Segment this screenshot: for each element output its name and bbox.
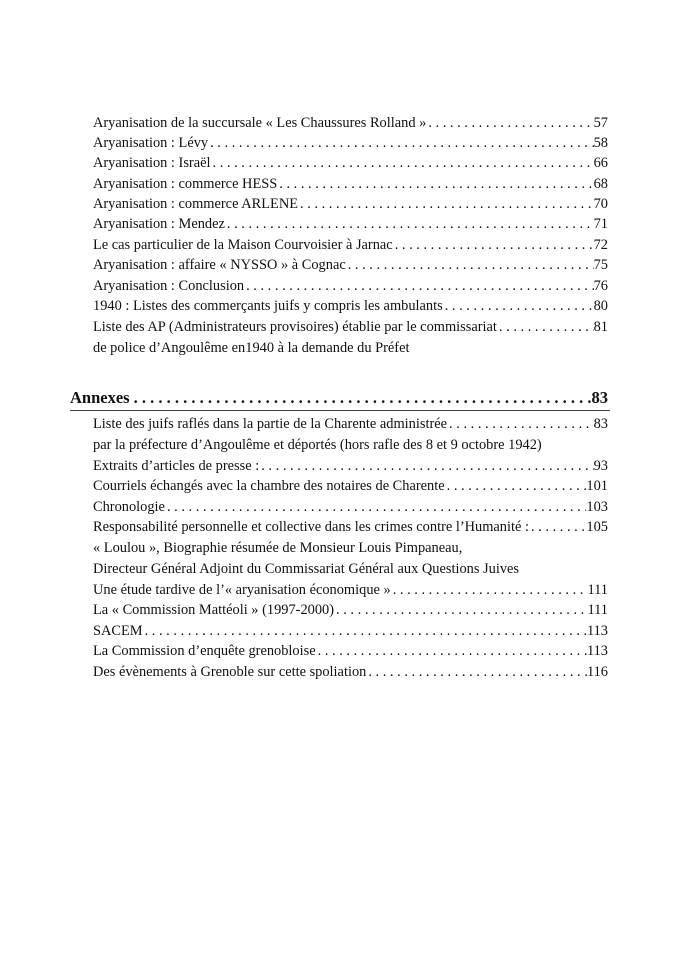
toc-entry-title: Directeur Général Adjoint du Commissariat Général aux Questions Juives — [93, 561, 520, 577]
toc-entry-page: 103 — [586, 499, 608, 515]
toc-entry-title: Aryanisation : Lévy — [93, 135, 209, 151]
toc-entry-title: de police d’Angoulême en1940 à la demande du Préfet — [93, 340, 410, 356]
leader-dots — [391, 580, 588, 600]
toc-entry-page: 116 — [586, 664, 608, 680]
toc-entry-page: 101 — [586, 478, 608, 494]
toc-entry-title: Courriels échangés avec la chambre des notaires de Charente — [93, 478, 445, 494]
toc-entry — [93, 621, 608, 641]
leader-dots — [143, 621, 587, 641]
toc-entry — [93, 641, 608, 661]
toc-entry-title: Une étude tardive de l’« aryanisation économique » — [93, 582, 391, 598]
toc-entry — [93, 456, 608, 476]
toc-entry — [93, 414, 608, 434]
toc-entry-title: Le cas particulier de la Maison Courvoisier à Jarnac — [93, 237, 393, 253]
toc-entry — [93, 296, 608, 316]
toc-entry-page: 76 — [593, 278, 608, 294]
toc-entry-page: 83 — [593, 416, 608, 432]
leader-dots — [298, 194, 594, 214]
toc-entry-title: Aryanisation : Conclusion — [93, 278, 245, 294]
leader-dots — [497, 317, 594, 337]
leader-dots — [393, 235, 594, 255]
leader-dots — [366, 662, 587, 682]
toc-entry-title: Aryanisation : Mendez — [93, 216, 225, 232]
toc-entry — [93, 317, 608, 337]
leader-dots — [334, 600, 587, 620]
toc-entry-page: 75 — [593, 257, 608, 273]
toc-entry-page: 105 — [586, 519, 608, 535]
toc-entry-continuation — [93, 538, 608, 558]
toc-entry — [93, 255, 608, 275]
toc-entry-title: La Commission d’enquête grenobloise — [93, 643, 316, 659]
toc-entry-continuation — [93, 559, 608, 579]
toc-entry-title: SACEM — [93, 623, 143, 639]
section-title: Annexes — [70, 388, 130, 407]
toc-entry-page: 68 — [593, 176, 608, 192]
toc-entry-page: 72 — [593, 237, 608, 253]
toc-entry-title: « Loulou », Biographie résumée de Monsieur Louis Pimpaneau, — [93, 540, 463, 556]
toc-entry-page: 80 — [593, 298, 608, 314]
toc-entry — [93, 517, 608, 537]
toc-entry — [93, 662, 608, 682]
toc-entry-page: 57 — [593, 115, 608, 131]
toc-entry — [93, 153, 608, 173]
leader-dots — [316, 641, 587, 661]
toc-entry-continuation — [93, 338, 608, 358]
toc-entry — [93, 113, 608, 133]
leader-dots — [208, 133, 594, 153]
toc-entry-page: 113 — [586, 643, 608, 659]
toc-entry-page: 81 — [593, 319, 608, 335]
toc-entry-title: Chronologie — [93, 499, 165, 515]
toc-entry-page: 58 — [593, 135, 608, 151]
toc-entry-title: Responsabilité personnelle et collective dans les crimes contre l’Humanité : — [93, 519, 529, 535]
leader-dots — [259, 456, 593, 476]
leader-dots — [426, 113, 593, 133]
toc-entry-title: Liste des juifs raflés dans la partie de la Charente administrée — [93, 416, 448, 432]
toc-entry-page: 111 — [587, 602, 608, 618]
leader-dots — [130, 387, 592, 409]
toc-entry — [93, 276, 608, 296]
toc-entry-title: Aryanisation : Israël — [93, 155, 211, 171]
toc-entry-title: Aryanisation : commerce HESS — [93, 176, 278, 192]
toc-entry-page: 66 — [593, 155, 608, 171]
toc-entry-page: 70 — [593, 196, 608, 212]
toc-entry — [93, 214, 608, 234]
toc-entry-title: Des évènements à Grenoble sur cette spoliation — [93, 664, 367, 680]
leader-dots — [447, 414, 594, 434]
leader-dots — [529, 517, 586, 537]
toc-entry — [93, 235, 608, 255]
toc-entry-title: Aryanisation de la succursale « Les Chaussures Rolland » — [93, 115, 427, 131]
toc-entry-page: 113 — [586, 623, 608, 639]
toc-entry-page: 93 — [593, 458, 608, 474]
toc-entry-title: 1940 : Listes des commerçants juifs y compris les ambulants — [93, 298, 443, 314]
leader-dots — [445, 476, 587, 496]
leader-dots — [244, 276, 594, 296]
toc-entry-continuation — [93, 435, 608, 455]
leader-dots — [277, 174, 593, 194]
toc-entry-title: Extraits d’articles de presse : — [93, 458, 260, 474]
leader-dots — [225, 214, 594, 234]
leader-dots — [443, 296, 594, 316]
toc-entry-title: Aryanisation : commerce ARLENE — [93, 196, 299, 212]
leader-dots — [346, 255, 594, 275]
toc-entry-page: 71 — [593, 216, 608, 232]
toc-entry — [93, 476, 608, 496]
section-heading-annexes — [70, 387, 608, 409]
toc-entry-title: par la préfecture d’Angoulême et déportés (hors rafle des 8 et 9 octobre 1942) — [93, 437, 542, 453]
toc-entry-title: Liste des AP (Administrateurs provisoires) établie par le commissariat — [93, 319, 497, 335]
toc-entry — [93, 600, 608, 620]
leader-dots — [211, 153, 594, 173]
toc-entry — [93, 580, 608, 600]
toc-entry — [93, 174, 608, 194]
toc-entry-page: 111 — [587, 582, 608, 598]
section-rule — [70, 410, 610, 411]
leader-dots — [165, 497, 586, 517]
section-page: 83 — [591, 388, 608, 407]
toc-entry-title: La « Commission Mattéoli » (1997-2000) — [93, 602, 335, 618]
toc-entry — [93, 133, 608, 153]
toc-entry — [93, 194, 608, 214]
toc-entry-title: Aryanisation : affaire « NYSSO » à Cognac — [93, 257, 346, 273]
toc-entry — [93, 497, 608, 517]
